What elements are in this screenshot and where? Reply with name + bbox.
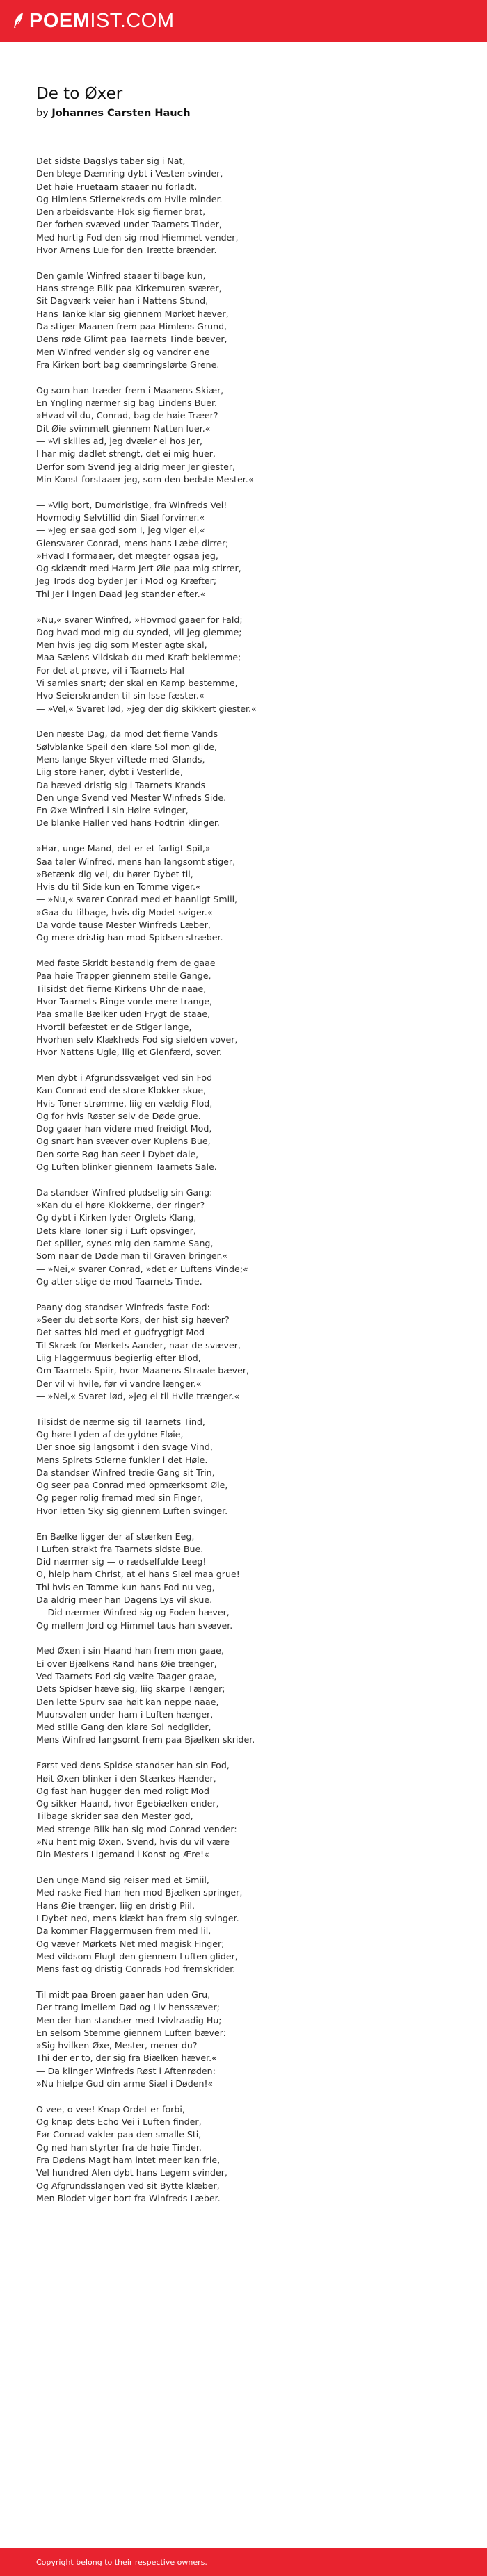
poem-line: Den næste Dag, da mod det fierne Vands xyxy=(36,728,218,740)
poem-line: Den unge Mand sig reiser med et Smiil, xyxy=(36,1875,209,1886)
poem-line: Den lette Spurv saa høit kan neppe naae, xyxy=(36,1696,219,1707)
poem-line: Hans strenge Blik paa Kirkemuren sværer, xyxy=(36,283,222,294)
poem-line: — »Nei,« Svaret lød, »jeg ei til Hvile trænger.« xyxy=(36,1390,240,1401)
poem-line: Og mere dristig han mod Spidsen stræber. xyxy=(36,932,223,943)
poem-line: I har mig dadlet strengt, det ei mig huer, xyxy=(36,448,216,459)
poem-line: Med strenge Blik han sig mod Conrad vender: xyxy=(36,1823,237,1834)
poem-line: Ved Taarnets Fod sig vælte Taager graae, xyxy=(36,1670,217,1681)
poem-line: Til midt paa Broen gaaer han uden Gru, xyxy=(36,1989,211,2000)
poem-line: Der trang imellem Død og Liv henssæver; xyxy=(36,2002,220,2013)
poem-line: Og høre Lyden af de gyldne Fløie, xyxy=(36,1428,184,1440)
stanza xyxy=(36,1072,417,1173)
poem-line: De blanke Haller ved hans Fodtrin klinger. xyxy=(36,817,220,829)
poem-line: Men der han standser med tvivlraadig Hu; xyxy=(36,2014,222,2025)
poem-line: Muursvalen under ham i Luften hænger, xyxy=(36,1709,214,1720)
poem-byline xyxy=(36,108,417,119)
poem-line: Om Taarnets Spiir, hvor Maanens Straale bæver, xyxy=(36,1365,250,1376)
stanza xyxy=(36,1301,417,1403)
poem-line: Med hurtig Fod den sig mod Hiemmet vender, xyxy=(36,231,239,243)
logo-text-light: IST.COM xyxy=(90,9,175,32)
poem-line: Paa smalle Bælker uden Frygt de staae, xyxy=(36,1009,211,1020)
poem-line: Vi samles snart; der skal en Kamp bestemme, xyxy=(36,677,238,688)
poem-line: Der forhen svæved under Taarnets Tinder, xyxy=(36,219,222,230)
poem-line: Maa Sælens Vildskab du med Kraft beklemme; xyxy=(36,652,241,663)
poem-line: Og atter stige de mod Taarnets Tinde. xyxy=(36,1275,202,1287)
poem-line: Dets Spidser hæve sig, liig skarpe Tænger; xyxy=(36,1684,225,1695)
poem-line: Kan Conrad end de store Klokker skue, xyxy=(36,1085,207,1096)
poem-line: Fra Dødens Magt ham intet meer kan frie, xyxy=(36,2155,221,2166)
author-link[interactable]: Johannes Carsten Hauch xyxy=(51,108,191,119)
poem-line: Den unge Svend ved Mester Winfreds Side. xyxy=(36,792,227,803)
stanza xyxy=(36,499,417,601)
poem-line: »Nu,« svarer Winfred, »Hovmod gaaer for Fald; xyxy=(36,614,243,625)
poem-line: Da kommer Flaggermusen frem med Iil, xyxy=(36,1925,211,1937)
poem-line: »Gaa du tilbage, hvis dig Modet sviger.« xyxy=(36,906,213,918)
poem-line: Hans Øie trænger, liig en dristig Piil, xyxy=(36,1900,195,1911)
poem-line: Thi Jer i ingen Daad jeg stander efter.« xyxy=(36,588,206,599)
poem-line: Liig store Faner, dybt i Vesterlide, xyxy=(36,767,184,778)
poem-line: Da hæved dristig sig i Taarnets Krands xyxy=(36,779,206,790)
poem-line: Hovmodig Selvtillid din Siæl forvirrer.« xyxy=(36,512,205,523)
poem-line: Da stiger Maanen frem paa Himlens Grund, xyxy=(36,321,227,332)
poem-line: Det høie Fruetaarn staaer nu forladt, xyxy=(36,181,198,192)
logo-text-bold: POEM xyxy=(29,9,90,32)
poem-line: Hvortil befæstet er de Stiger lange, xyxy=(36,1021,192,1032)
poem-line: Og peger rolig fremad med sin Finger, xyxy=(36,1492,204,1503)
stanza xyxy=(36,614,417,715)
poem-line: Saa taler Winfred, mens han langsomt stiger, xyxy=(36,856,236,867)
poem-line: »Nu hent mig Øxen, Svend, hvis du vil være xyxy=(36,1836,230,1848)
poem-line: »Hør, unge Mand, det er et farligt Spil,» xyxy=(36,843,211,854)
poem-line: Og dybt i Kirken lyder Orglets Klang, xyxy=(36,1212,197,1223)
poem-line: Med Øxen i sin Haand han frem mon gaae, xyxy=(36,1645,224,1656)
poem-line: Og væver Mørkets Net med magisk Finger; xyxy=(36,1938,225,1949)
poem-line: For det at prøve, vil i Taarnets Hal xyxy=(36,665,184,676)
poem-line: I Luften strakt fra Taarnets sidste Bue. xyxy=(36,1543,204,1554)
poem-line: Derfor som Svend jeg aldrig meer Jer giester, xyxy=(36,461,236,472)
poem-line: En Yngling nærmer sig bag Lindens Buer. xyxy=(36,398,218,409)
poem-line: — »Vel,« Svaret lød, »jeg der dig skikkert giester.« xyxy=(36,703,257,714)
poem-line: Dog hvad mod mig du synded, vil jeg glemme; xyxy=(36,626,242,637)
poem-line: »Kan du ei høre Klokkerne, der ringer? xyxy=(36,1200,205,1211)
poem-line: Mens Winfred langsomt frem paa Bjælken skrider. xyxy=(36,1734,255,1745)
poem-line: Hvor Nattens Ugle, liig et Gienfærd, sover. xyxy=(36,1047,223,1058)
poem-line: — Da klinger Winfreds Røst i Aftenrøden: xyxy=(36,2065,216,2076)
poem-line: — Did nærmer Winfred sig og Foden hæver, xyxy=(36,1607,230,1618)
poem-line: Og ned han styrter fra de høie Tinder. xyxy=(36,2142,202,2153)
poem-line: Dets klare Toner sig i Luft opsvinger, xyxy=(36,1225,196,1236)
site-logo[interactable] xyxy=(13,10,175,33)
poem-line: Men dybt i Afgrundssvælget ved sin Fod xyxy=(36,1073,213,1083)
poem-line: Jeg Trods dog byder Jer i Mod og Kræfter; xyxy=(36,576,217,587)
poem-line: Det sattes hid med et gudfrygtigt Mod xyxy=(36,1327,205,1338)
poem-line: Paa høie Trapper giennem steile Gange, xyxy=(36,970,211,981)
poem-line: »Seer du det sorte Kors, der hist sig hæver? xyxy=(36,1314,230,1326)
poem-line: Fra Kirken bort bag dæmringslørte Grene. xyxy=(36,359,220,370)
poem-line: Sølvblanke Speil den klare Sol mon glide, xyxy=(36,741,217,752)
poem-line: Dit Øie svimmelt giennem Natten luer.« xyxy=(36,423,211,434)
stanza xyxy=(36,842,417,944)
poem-line: Tilsidst det fierne Kirkens Uhr de naae, xyxy=(36,983,207,994)
poem-line: I Dybet ned, mens kiækt han frem sig svinger. xyxy=(36,1913,239,1924)
poem-line: Thi hvis en Tomme kun hans Fod nu veg, xyxy=(36,1581,215,1592)
poem-line: Det spiller, synes mig den samme Sang, xyxy=(36,1238,214,1249)
poem-line: Og Himlens Stiernekreds om Hvile minder. xyxy=(36,193,223,204)
poem-line: Og Luften blinker giennem Taarnets Sale. xyxy=(36,1161,217,1173)
stanza xyxy=(36,1759,417,1861)
poem-line: Din Mesters Ligemand i Konst og Ære!« xyxy=(36,1849,209,1860)
poem-line: Did nærmer sig — o rædselfulde Leeg! xyxy=(36,1556,207,1567)
poem-line: Paany dog standser Winfreds faste Fod: xyxy=(36,1301,210,1312)
poem-line: Og sikker Haand, hvor Egebiælken ender, xyxy=(36,1798,219,1809)
poem-line: Og knap dets Echo Vei i Luften finder, xyxy=(36,2117,202,2128)
poem-line: Først ved dens Spidse standser han sin Fod, xyxy=(36,1760,230,1771)
quill-icon xyxy=(13,12,25,30)
poem-line: Og skiændt med Harm Jert Øie paa mig stirrer, xyxy=(36,563,241,574)
poem-line: Hvis Toner strømme, liig en vældig Flod, xyxy=(36,1098,213,1109)
poem-line: Og for hvis Røster selv de Døde grue. xyxy=(36,1110,201,1121)
poem-line: Da vorde tause Mester Winfreds Læber, xyxy=(36,920,211,931)
poem-line: Mens Spirets Stierne funkler i det Høie. xyxy=(36,1454,208,1465)
poem-line: Og Afgrundsslangen ved sit Bytte klæber, xyxy=(36,2180,220,2191)
stanza xyxy=(36,270,417,371)
poem-line: Men hvis jeg dig som Mester agte skal, xyxy=(36,639,207,651)
poem-line: Hvor letten Sky sig giennem Luften svinger. xyxy=(36,1505,228,1516)
poem-line: Men Blodet viger bort fra Winfreds Læber. xyxy=(36,2192,221,2203)
copyright-text: Copyright belong to their respective owners. xyxy=(36,2557,207,2567)
poem-line: — »Jeg er saa god som I, jeg viger ei,« xyxy=(36,525,205,536)
poem-line: Og mellem Jord og Himmel taus han svæver. xyxy=(36,1620,233,1631)
poem-line: — »Vi skilles ad, jeg dvæler ei hos Jer, xyxy=(36,435,203,446)
stanza xyxy=(36,1989,417,2090)
poem-line: Med raske Fied han hen mod Bjælken springer, xyxy=(36,1887,243,1898)
poem-line: Hvis du til Side kun en Tomme viger.« xyxy=(36,881,201,892)
poem-line: Og seer paa Conrad med opmærksomt Øie, xyxy=(36,1480,228,1491)
poem-line: Liig Flaggermuus begierlig efter Blod, xyxy=(36,1352,201,1363)
site-header xyxy=(0,0,487,42)
poem-line: O, hielp ham Christ, at ei hans Siæl maa grue! xyxy=(36,1569,240,1580)
poem-line: Der snoe sig langsomt i den svage Vind, xyxy=(36,1442,213,1453)
poem-line: Den sorte Røg han seer i Dybet dale, xyxy=(36,1148,199,1159)
poem-line: Vel hundred Alen dybt hans Legem svinder, xyxy=(36,2167,227,2178)
poem-line: Som naar de Døde man til Graven bringer.« xyxy=(36,1250,228,1262)
byline-prefix: by xyxy=(36,108,49,119)
stanza xyxy=(36,2103,417,2205)
poem-line: Og fast han hugger den med roligt Mod xyxy=(36,1785,209,1796)
poem-line: Men Winfred vender sig og vandrer ene xyxy=(36,346,210,357)
poem-line: Hans Tanke klar sig giennem Mørket hæver, xyxy=(36,308,229,319)
poem-line: Dens røde Glimt paa Taarnets Tinde bæver, xyxy=(36,334,227,345)
poem-line: Med faste Skridt bestandig frem de gaae xyxy=(36,958,216,969)
poem-line: Da aldrig meer han Dagens Lys vil skue. xyxy=(36,1594,213,1605)
poem-line: Der vil vi hvile, før vi vandre længer.« xyxy=(36,1378,202,1389)
poem-line: Thi der er to, der sig fra Biælken hæver.« xyxy=(36,2053,217,2064)
poem-line: En Bælke ligger der af stærken Eeg, xyxy=(36,1531,195,1542)
poem-line: Høit Øxen blinker i den Stærkes Hænder, xyxy=(36,1772,216,1784)
poem-line: — »Viig bort, Dumdristige, fra Winfreds Vei! xyxy=(36,499,227,510)
poem-line: »Betænk dig vel, du hører Dybet til, xyxy=(36,868,193,879)
poem-line: Hvor Taarnets Ringe vorde mere trange, xyxy=(36,996,213,1007)
poem-line: Før Conrad vakler paa den smalle Sti, xyxy=(36,2129,202,2140)
stanza xyxy=(36,1645,417,1746)
poem-line: »Nu hielpe Gud din arme Siæl i Døden!« xyxy=(36,2078,214,2089)
poem-line: Hvo Seierskranden til sin Isse fæster.« xyxy=(36,690,205,701)
poem-line: — »Nu,« svarer Conrad med et haanligt Smiil, xyxy=(36,894,238,905)
site-footer xyxy=(0,2548,487,2576)
poem-line: Tilbage skrider saa den Mester god, xyxy=(36,1811,193,1822)
poem-line: »Hvad vil du, Conrad, bag de høie Træer? xyxy=(36,410,218,421)
poem-line: O vee, o vee! Knap Ordet er forbi, xyxy=(36,2103,185,2114)
stanza xyxy=(36,728,417,829)
stanza xyxy=(36,957,417,1059)
poem-line: Den arbeidsvante Flok sig fierner brat, xyxy=(36,206,206,218)
poem-line: »Sig hvilken Øxe, Mester, mener du? xyxy=(36,2040,198,2051)
poem-line: — »Nei,« svarer Conrad, »det er Luftens Vinde;« xyxy=(36,1263,248,1274)
poem-line: Den blege Dæmring dybt i Vesten svinder, xyxy=(36,168,223,179)
poem-line: Giensvarer Conrad, mens hans Læbe dirrer; xyxy=(36,537,229,548)
stanza xyxy=(36,384,417,486)
poem-line: Med vildsom Flugt den giennem Luften glider, xyxy=(36,1950,238,1962)
poem-line: Da standser Winfred tredie Gang sit Trin, xyxy=(36,1467,215,1478)
poem-title: De to Øxer xyxy=(36,85,123,103)
poem-line: Da standser Winfred pludselig sin Gang: xyxy=(36,1187,213,1198)
poem-line: Ei over Bjælkens Rand hans Øie trænger, xyxy=(36,1658,217,1669)
poem-body xyxy=(36,155,417,2205)
poem-line: Hvorhen selv Klækheds Fod sig sielden vover, xyxy=(36,1034,238,1045)
poem-line: Og snart han svæver over Kuplens Bue, xyxy=(36,1136,211,1147)
poem-line: Den gamle Winfred staaer tilbage kun, xyxy=(36,270,206,281)
poem-content xyxy=(0,42,417,2205)
poem-line: Min Konst forstaaer jeg, som den bedste Mester.« xyxy=(36,473,254,484)
poem-line: Til Skræk for Mørkets Aander, naar de svæver, xyxy=(36,1339,241,1351)
poem-line: Sit Dagværk veier han i Nattens Stund, xyxy=(36,295,209,307)
stanza xyxy=(36,155,417,256)
poem-line: Det sidste Dagslys taber sig i Nat, xyxy=(36,156,186,166)
poem-line: En Øxe Winfred i sin Høire svinger, xyxy=(36,805,189,816)
poem-line: Mens fast og dristig Conrads Fod fremskrider. xyxy=(36,1964,236,1975)
poem-line: Tilsidst de nærme sig til Taarnets Tind, xyxy=(36,1416,205,1427)
poem-line: En selsom Stemme giennem Luften bæver: xyxy=(36,2027,226,2038)
poem-line: »Hvad I formaaer, det mægter ogsaa jeg, xyxy=(36,550,218,561)
stanza xyxy=(36,1531,417,1632)
stanza xyxy=(36,1416,417,1517)
poem-line: Dog gaaer han videre med freidigt Mod, xyxy=(36,1123,212,1134)
poem-line: Og som han træder frem i Maanens Skiær, xyxy=(36,384,224,396)
poem-line: Med stille Gang den klare Sol nedglider, xyxy=(36,1722,211,1733)
stanza xyxy=(36,1874,417,1975)
poem-line: Mens lange Skyer viftede med Glands, xyxy=(36,753,205,765)
poem-line: Hvor Arnens Lue for den Trætte brænder. xyxy=(36,245,217,256)
stanza xyxy=(36,1187,417,1288)
